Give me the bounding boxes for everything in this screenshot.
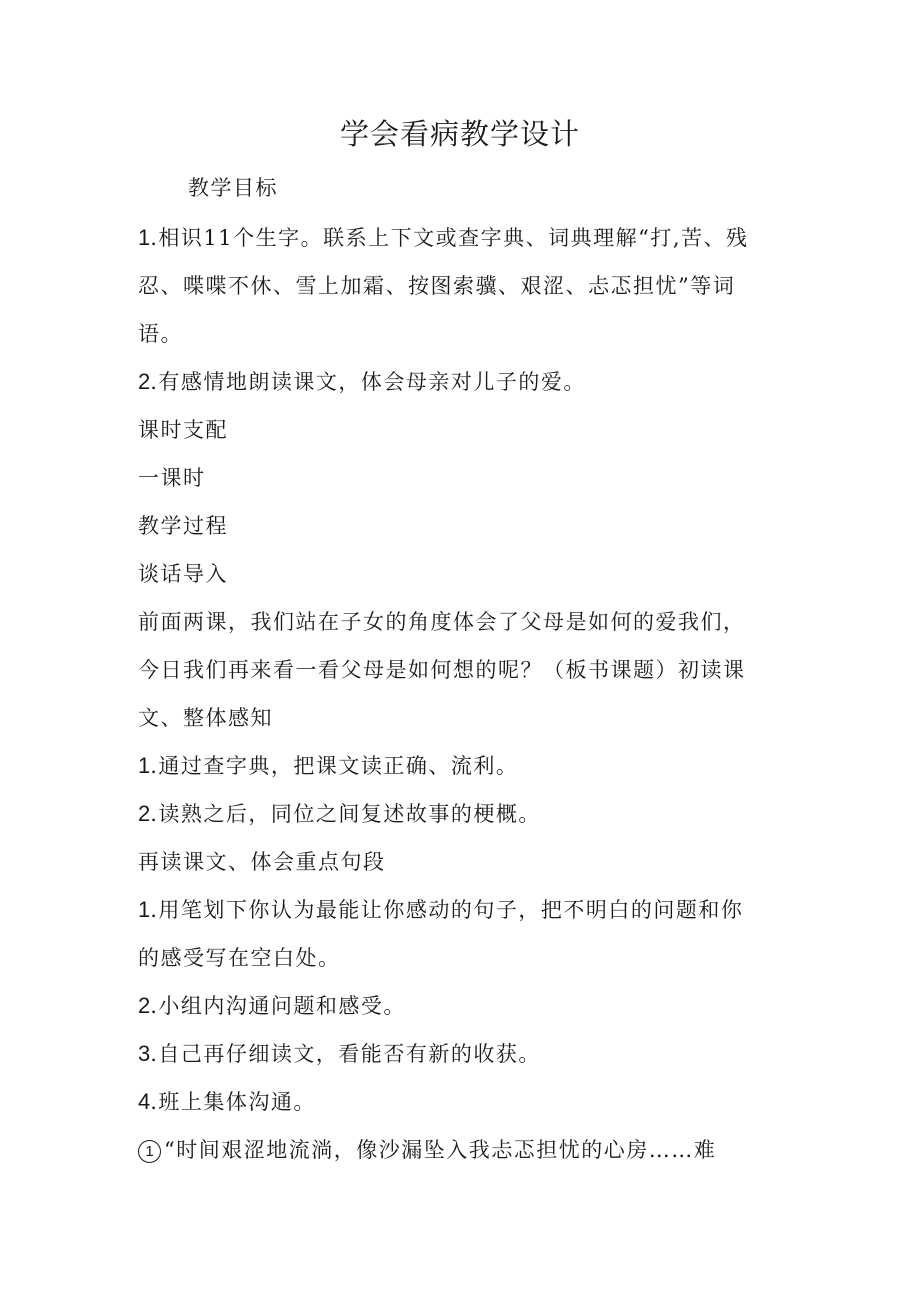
activity-step-1 — [138, 894, 743, 924]
list-number: 3 — [138, 1041, 151, 1066]
activity-step-1-continued: 的感受写在空白处。 — [138, 946, 341, 970]
reading-step-2 — [138, 798, 541, 828]
list-number: 1 — [138, 225, 151, 250]
schedule-value: 一课时 — [138, 466, 206, 490]
list-number: 1 — [138, 897, 151, 922]
heading-schedule: 课时支配 — [138, 418, 228, 442]
objective-1 — [138, 222, 749, 252]
quote-1 — [138, 1134, 716, 1164]
reading-step-1-text: .通过查字典，把课文读正确、流利。 — [150, 754, 519, 778]
activity-step-1-text: .用笔划下你认为最能让你感动的句子，把不明白的问题和你 — [150, 898, 744, 922]
list-number: 2 — [138, 993, 151, 1018]
list-number: 1 — [138, 753, 151, 778]
list-number: 2 — [138, 369, 151, 394]
activity-step-3 — [138, 1038, 541, 1068]
objective-2 — [138, 366, 586, 396]
heading-process: 教学过程 — [138, 514, 228, 538]
circled-number: 1 — [138, 1140, 161, 1163]
objective-1-continued-2: 语。 — [138, 322, 183, 346]
objective-1-continued: 忍、喋喋不休、雪上加霜、按图索骥、艰涩、忐忑担忧”等词 — [138, 274, 736, 298]
heading-reread: 再读课文、体会重点句段 — [138, 850, 386, 874]
activity-step-4 — [138, 1086, 316, 1116]
intro-paragraph-line-1: 前面两课，我们站在子女的角度体会了父母是如何的爱我们， — [138, 610, 746, 634]
objective-2-text: .有感情地朗读课文，体会母亲对儿子的爱。 — [150, 370, 586, 394]
heading-intro: 谈话导入 — [138, 562, 228, 586]
reading-step-2-text: .读熟之后，同位之间复述故事的梗概。 — [150, 802, 541, 826]
activity-step-3-text: .自己再仔细读文，看能否有新的收获。 — [150, 1042, 541, 1066]
list-number: 2 — [138, 801, 151, 826]
page-title: 学会看病教学设计 — [339, 117, 580, 151]
quote-1-text: “时间艰涩地流淌，像沙漏坠入我忐忑担忧的心房……难 — [164, 1138, 717, 1162]
reading-step-1 — [138, 750, 518, 780]
activity-step-4-text: .班上集体沟通。 — [150, 1090, 316, 1114]
list-number: 4 — [138, 1089, 151, 1114]
intro-paragraph-line-2: 今日我们再来看一看父母是如何想的呢？（板书课题）初读课 — [138, 658, 746, 682]
objective-1-text: .相识11个生字。联系上下文或查字典、词典理解“打,苦、残 — [150, 226, 749, 250]
activity-step-2-text: .小组内沟通问题和感受。 — [150, 994, 406, 1018]
intro-paragraph-line-3: 文、整体感知 — [138, 706, 273, 730]
heading-objectives: 教学目标 — [188, 176, 278, 200]
activity-step-2 — [138, 990, 406, 1020]
